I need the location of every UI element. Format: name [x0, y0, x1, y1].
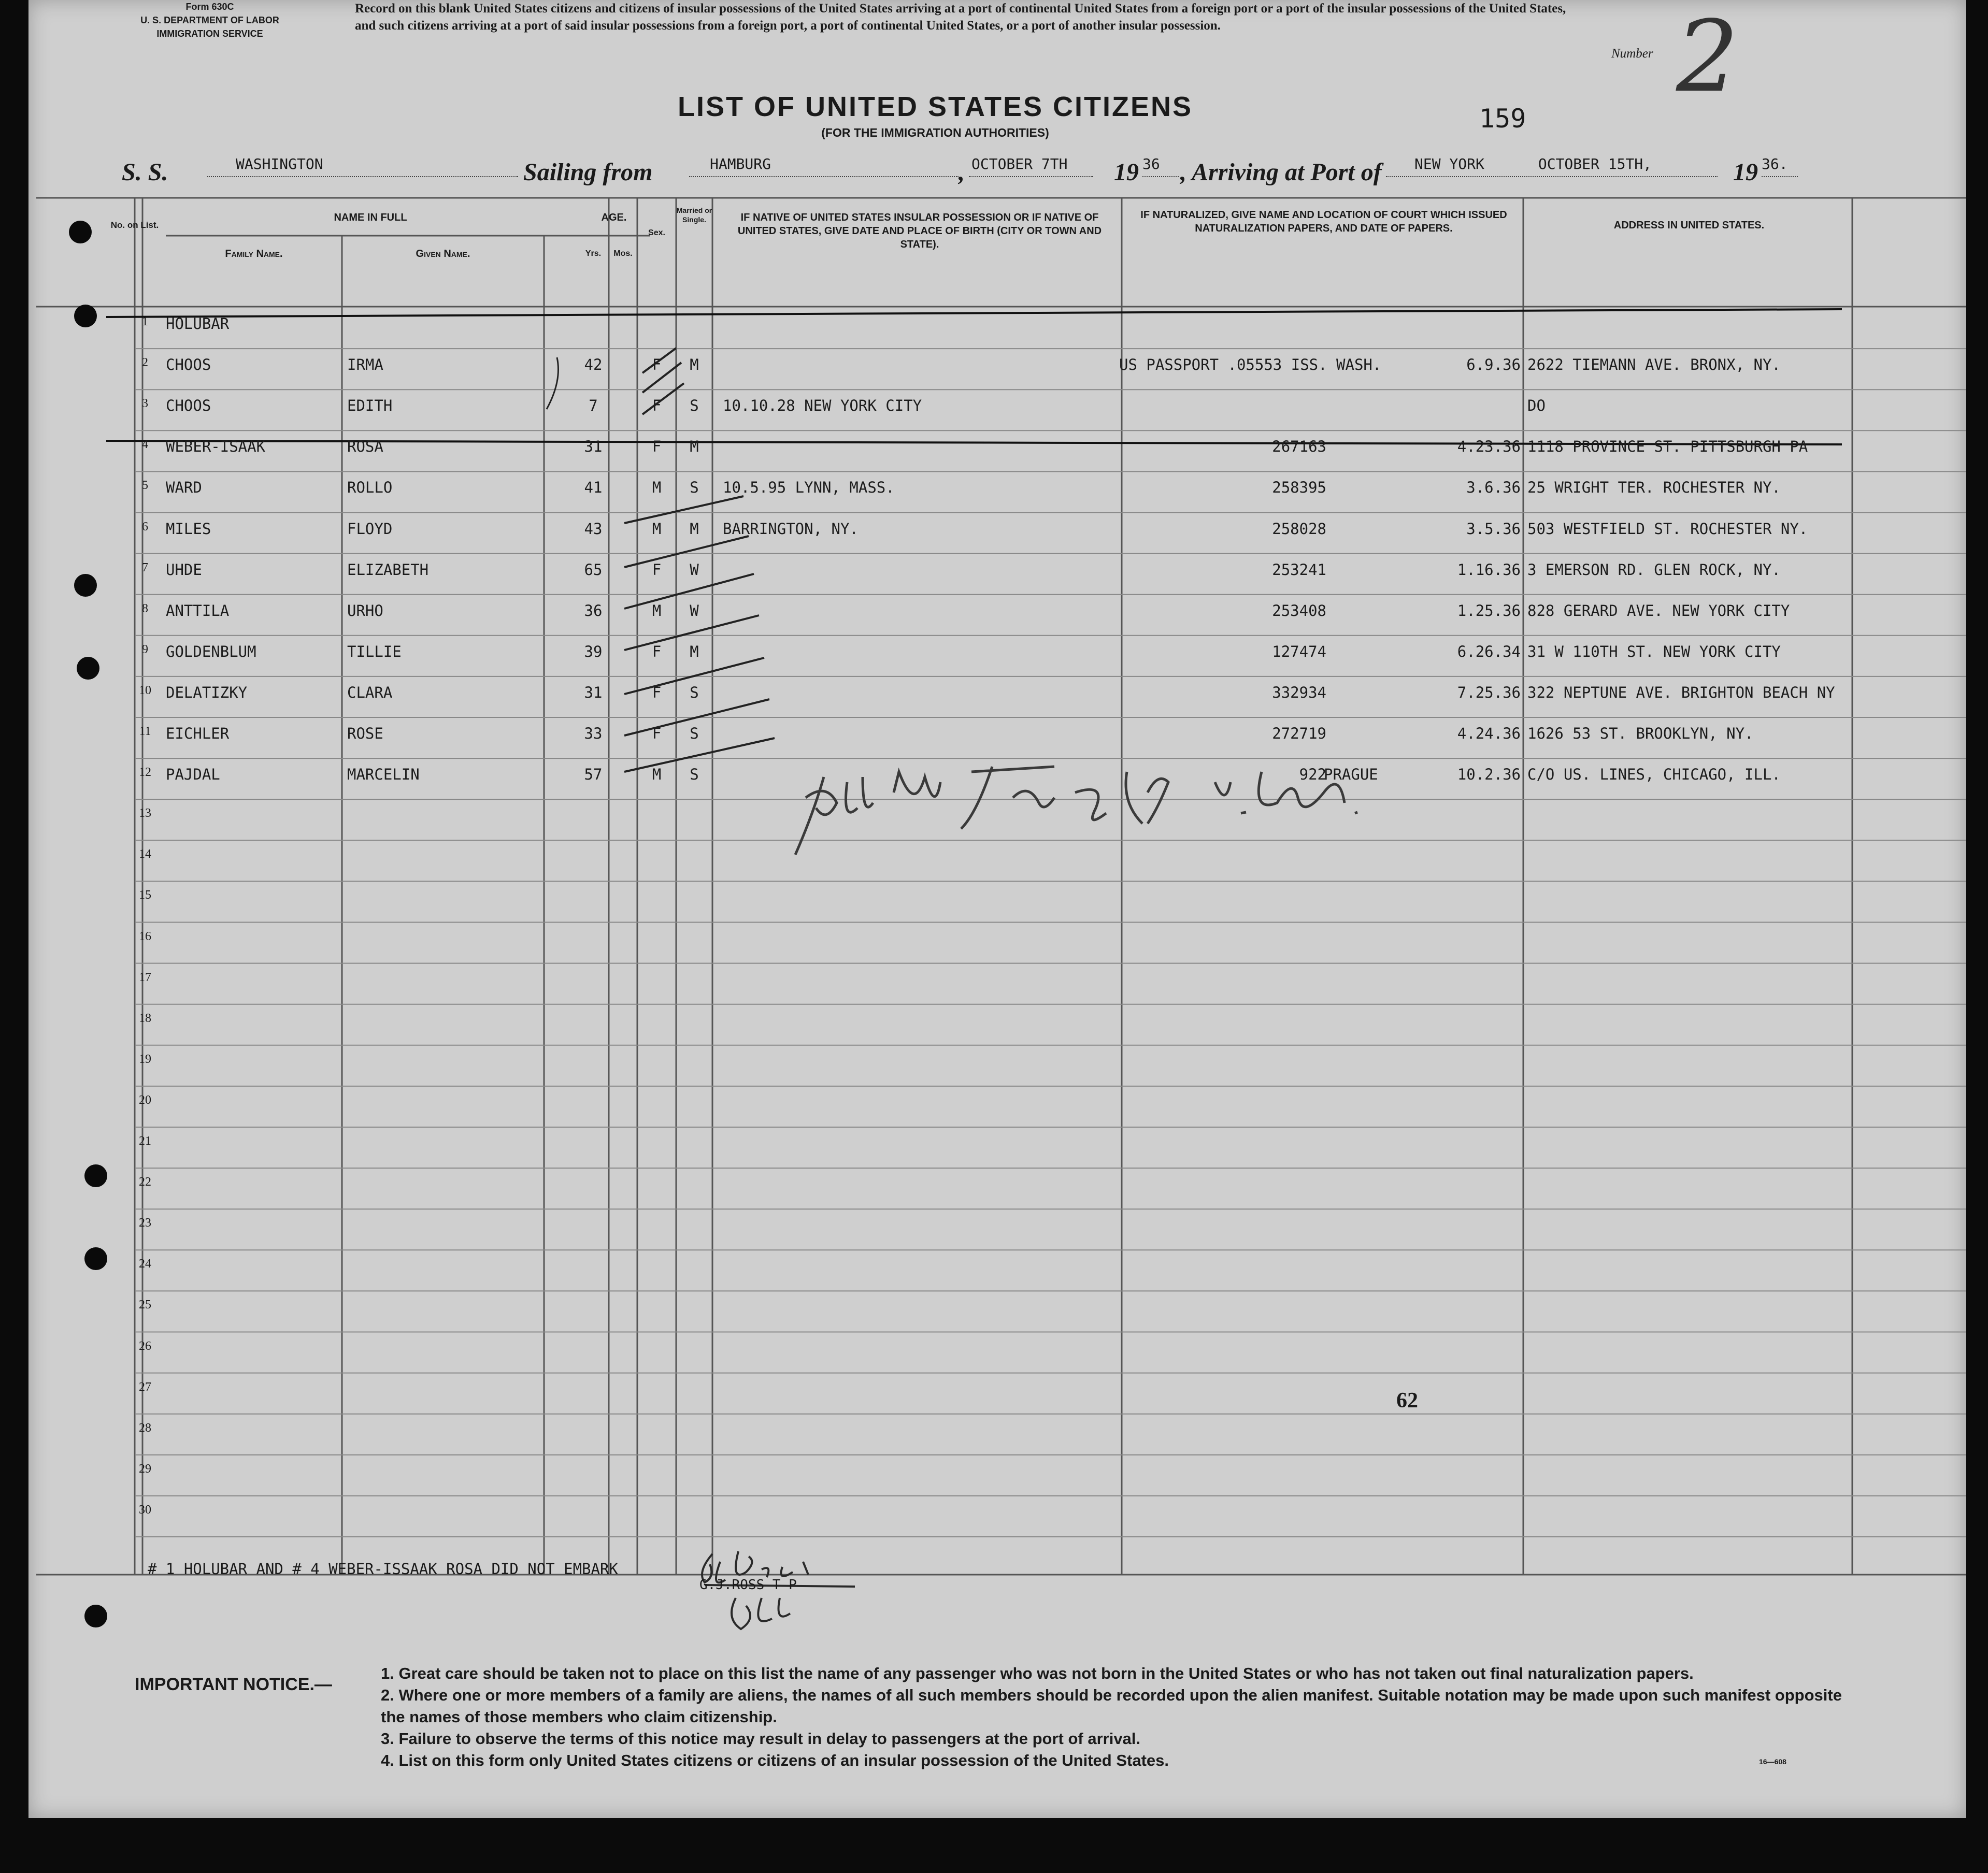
- header-birth: IF NATIVE OF UNITED STATES INSULAR POSSESSION OR IF NATIVE OF UNITED STATES, GIVE DATE AND PLACE OF BIRTH (CITY OR TOWN AND STATE).: [737, 212, 1102, 250]
- row-number: 16: [139, 929, 151, 943]
- cell-nat-loc: PRAGUE: [1324, 766, 1378, 784]
- cell-family: GOLDENBLUM: [166, 642, 256, 660]
- cell-yrs: 33: [584, 725, 603, 742]
- cell-yrs: 57: [584, 766, 603, 784]
- sailing-date: OCTOBER 7TH: [971, 155, 1068, 172]
- cell-given: EDITH: [347, 397, 393, 415]
- cell-family: EICHLER: [166, 725, 230, 742]
- cell-ms: M: [690, 642, 699, 660]
- cell-ms: S: [690, 479, 699, 497]
- row-number: 21: [139, 1134, 151, 1148]
- header-given-name: Given Name.: [416, 248, 470, 260]
- cell-given: ROSE: [347, 725, 383, 742]
- notice-item-3: 3. Failure to observe the terms of this notice may result in delay to passengers at the port of arrival.: [381, 1730, 1141, 1748]
- arrival-year-prefix: 19: [1733, 159, 1758, 186]
- row-number: 11: [139, 725, 151, 738]
- cell-sex: M: [652, 601, 662, 619]
- cell-yrs: 7: [589, 397, 598, 415]
- cell-yrs: 31: [584, 683, 603, 701]
- row-number: 3: [142, 397, 148, 411]
- notice-list: [135, 1663, 1860, 1771]
- cell-yrs: 43: [584, 520, 603, 538]
- cell-given: ROLLO: [347, 479, 393, 497]
- cell-nat-num: 272719: [1272, 725, 1326, 742]
- page-subtitle: (FOR THE IMMIGRATION AUTHORITIES): [821, 126, 1049, 139]
- row-number: 22: [139, 1175, 151, 1189]
- cell-ms: M: [690, 520, 699, 538]
- row-number: 29: [139, 1462, 151, 1476]
- cell-nat-num: 253241: [1272, 560, 1326, 579]
- clerk-signature: [785, 751, 1407, 865]
- sheet-number: 159: [1479, 104, 1526, 134]
- form-code: 16—608: [1759, 1757, 1786, 1766]
- cell-yrs: 36: [584, 601, 603, 619]
- row-number: 30: [139, 1503, 151, 1517]
- row-number: 17: [139, 970, 151, 984]
- service: IMMIGRATION SERVICE: [156, 28, 263, 39]
- cell-birth: 10.5.95 LYNN, MASS.: [723, 479, 895, 497]
- arrival-port: NEW YORK: [1414, 155, 1484, 172]
- notice-title: IMPORTANT NOTICE.—: [135, 1675, 332, 1694]
- cell-family: CHOOS: [166, 356, 211, 374]
- row-number: 2: [142, 356, 148, 370]
- cell-nat-date: 1.16.36: [1457, 560, 1521, 579]
- row-number: 27: [139, 1380, 151, 1394]
- row-number: 12: [139, 766, 151, 780]
- footnote: # 1 HOLUBAR AND # 4 WEBER-ISSAAK ROSA DID NOT EMBARK: [148, 1560, 618, 1578]
- row-number: 13: [139, 806, 151, 820]
- cell-sex: F: [652, 725, 662, 742]
- header-mos: Mos.: [613, 249, 633, 258]
- cell-given: ELIZABETH: [347, 560, 429, 579]
- cell-ms: S: [690, 683, 699, 701]
- cell-family: UHDE: [166, 560, 202, 579]
- row-number: 1: [142, 315, 148, 328]
- header-address: ADDRESS IN UNITED STATES.: [1613, 220, 1765, 231]
- row-number: 20: [139, 1093, 151, 1107]
- header-family-name: Family Name.: [225, 248, 283, 260]
- cell-nat-date: 10.2.36: [1457, 766, 1521, 784]
- cell-address: 503 WESTFIELD ST. ROCHESTER NY.: [1527, 520, 1808, 538]
- cell-sex: M: [652, 766, 662, 784]
- cell-address: 1626 53 ST. BROOKLYN, NY.: [1527, 725, 1754, 742]
- arrival-year: 36.: [1762, 155, 1788, 172]
- passenger-table: [28, 0, 1966, 1818]
- sailing-year-prefix: 19: [1114, 159, 1139, 186]
- cell-address: C/O US. LINES, CHICAGO, ILL.: [1527, 766, 1781, 784]
- sailing-label: Sailing from: [523, 159, 653, 186]
- row-number: 15: [139, 888, 151, 902]
- row-number: 10: [139, 683, 151, 697]
- cell-nat-date: 3.5.36: [1466, 520, 1521, 538]
- row-number: 4: [142, 438, 148, 452]
- cell-ms: M: [690, 438, 699, 456]
- cell-family: HOLUBAR: [166, 315, 230, 333]
- row-number: 24: [139, 1257, 151, 1271]
- row-number: 23: [139, 1216, 151, 1230]
- row-number: 25: [139, 1298, 151, 1312]
- ship-name: WASHINGTON: [236, 155, 323, 172]
- row-number: 6: [142, 520, 148, 534]
- cell-nat-num: 258395: [1272, 479, 1326, 497]
- form-number: Form 630C: [185, 2, 234, 12]
- cell-address: 25 WRIGHT TER. ROCHESTER NY.: [1527, 479, 1781, 497]
- number-value: 2: [1676, 0, 1739, 114]
- cell-ms: S: [690, 766, 699, 784]
- cell-given: IRMA: [347, 356, 383, 374]
- page-title: LIST OF UNITED STATES CITIZENS: [678, 91, 1193, 122]
- cell-family: MILES: [166, 520, 211, 538]
- cell-nat-num: 253408: [1272, 601, 1326, 619]
- header-name-in-full: NAME IN FULL: [334, 212, 407, 223]
- header-yrs: Yrs.: [585, 249, 602, 258]
- cell-nat-num: 267163: [1272, 438, 1326, 456]
- cell-sex: F: [652, 438, 662, 456]
- cell-sex: F: [652, 560, 662, 579]
- row-number: 8: [142, 601, 148, 615]
- record-note: Record on this blank United States citizens and citizens of insular possessions of the United States arriving at a port of continental United States from a foreign port or a port of the insular possessions of the United States, and such citizens arriving at a port of said insular possessions from a foreign port, a port of continental United States, or a port of another insular possession.: [355, 2, 1566, 33]
- signature-name: G.J.ROSS T P: [699, 1577, 797, 1593]
- cell-nat-date: 1.25.36: [1457, 601, 1521, 619]
- cell-birth: 10.10.28 NEW YORK CITY: [723, 397, 922, 415]
- cell-sex: F: [652, 397, 662, 415]
- cell-address: 1118 PROVINCE ST. PITTSBURGH PA: [1527, 438, 1808, 456]
- row-number: 5: [142, 479, 148, 493]
- cell-address: DO: [1527, 397, 1546, 415]
- cell-nat-date: 6.9.36: [1466, 356, 1521, 374]
- cell-nat-num: US PASSPORT .05553 ISS. WASH.: [1119, 356, 1382, 374]
- cell-nat-num: 127474: [1272, 642, 1326, 660]
- cell-birth: BARRINGTON, NY.: [723, 520, 859, 538]
- cell-family: WARD: [166, 479, 202, 497]
- row-number: 19: [139, 1052, 151, 1066]
- cell-nat-date: 4.23.36: [1457, 438, 1521, 456]
- cell-family: PAJDAL: [166, 766, 220, 784]
- header-sex: Sex.: [648, 228, 665, 237]
- notice-item-1: 1. Great care should be taken not to place on this list the name of any passenger who was not born in the United States or who has not taken out final naturalization papers.: [381, 1664, 1694, 1682]
- cell-sex: M: [652, 479, 662, 497]
- cell-yrs: 41: [584, 479, 603, 497]
- cell-yrs: 42: [584, 356, 603, 374]
- sailing-port: HAMBURG: [710, 155, 771, 172]
- notice-item-4: 4. List on this form only United States citizens or citizens of an insular possession of the United States.: [381, 1751, 1169, 1769]
- page-number: 62: [1396, 1389, 1418, 1413]
- cell-nat-num: 922: [1299, 766, 1326, 784]
- cell-nat-date: 3.6.36: [1466, 479, 1521, 497]
- row-number: 18: [139, 1011, 151, 1025]
- cell-nat-date: 7.25.36: [1457, 683, 1521, 701]
- cell-ms: W: [690, 560, 699, 579]
- row-number: 14: [139, 847, 151, 861]
- cell-nat-num: 332934: [1272, 683, 1326, 701]
- arriving-label: Arriving at Port of: [1192, 159, 1382, 186]
- cell-address: 322 NEPTUNE AVE. BRIGHTON BEACH NY: [1527, 683, 1835, 701]
- cell-family: ANTTILA: [166, 601, 230, 619]
- arrival-date: OCTOBER 15TH,: [1538, 155, 1652, 172]
- cell-ms: S: [690, 397, 699, 415]
- cell-nat-date: 6.26.34: [1457, 642, 1521, 660]
- header-married-single: Married or Single.: [676, 206, 712, 224]
- cell-given: MARCELIN: [347, 766, 420, 784]
- cell-family: WEBER-ISAAK: [166, 438, 266, 456]
- cell-yrs: 31: [584, 438, 603, 456]
- cell-family: CHOOS: [166, 397, 211, 415]
- ss-label: S. S.: [122, 159, 168, 186]
- cell-yrs: 39: [584, 642, 603, 660]
- manifest-page: Form 630C U. S. DEPARTMENT OF LABOR IMMIGRATION SERVICE Record on this blank United States citizens and citizens of insular possessions of the United States arriving at a port of continental United States from a foreign port or a port of the insular possessions of the United States, and such citizens arriving at a port of said insular possessions from a foreign port, a port of continental United States, or a port of another insular possession. Number 2 159 LIST OF UNITED STATES CITIZENS (FOR THE IMMIGRATION AUTHORITIES) S. S. WASHINGTON Sailing from HAMBURG , OCTOBER 7TH 19 36 , Arriving at Port of NEW YORK OCTOBER 15TH, 19 36. No. on List. NAME IN FULL Family Name. Given Name. AGE. Yrs. Mos. Sex. Married or Single. IF NATIVE OF UNITED STATES INSULAR POSSESSION OR IF NATIVE OF UNITED STATES, GIVE DATE AND PLACE OF BIRTH (CITY OR TOWN AND STATE). IF NATURALIZED, GIVE NAME AND LOCATION OF COURT WHICH ISSUED NATURALIZATION PAPERS, AND DATE OF PAPERS. ADDRESS IN UNITED STATES. 1 HOLUBAR 2 CHOOS IRMA 42 F M US PASSPORT .05553 ISS. WASH. 6.9.36 2622 TIEMANN AVE. BRONX, NY. 3 CHOOS EDITH 7 F S 10.10.28 NEW YORK CITY DO 4 WEBER-ISAAK ROSA 31 F M 267163 4.23.36 1118 PROVINCE ST. PITTSBURGH PA 5 WARD ROLLO 41 M S 10.5.95 LYNN, MASS. 258395 3.6.36 25 WRIGHT TER. ROCHESTER NY. 6 MILES FLOYD 43 M M BARRINGTON, NY. 258028 3.5.36 503 WESTFIELD ST. ROCHESTER NY. 7 UHDE ELIZABETH 65 F W 253241 1.16.36 3 EMERSON RD. GLEN ROCK, NY. 8 ANTTILA URHO 36 M W 253408 1.25.36 828 GERARD AVE. NEW YORK CITY 9 GOLDENBLUM TILLIE 39 F M 127474 6.26.34 31 W 110TH ST. NEW YORK CITY 10 DELATIZKY CLARA 31 F S 332934 7.25.36 322 NEPTUNE AVE. BRIGHTON BEACH NY 11 EICHLER ROSE 33 F S 272719 4.24.36 1626 53 ST. BROOKLYN, NY. 12 PAJDAL MARCELIN 57 M S 922 PRAGUE 10.2.36 C/O US. LINES, CHICAGO, ILL. 13 14 15 16 17 18 19 20 21 22 23 24 25 26 27 28 29 30 62 # 1 HOLUBAR AND # 4 WEBER-ISSAAK ROSA DID NOT EMBARK G.J.ROSS T P IMPORTANT NOTICE.— 1. Great care should be taken not to place on this list the name of any passenger who was not born in the United States or who has not taken out final naturalization papers. 2. Where one or more members of a family are aliens, the names of all such members should be recorded upon the alien manifest. Suitable notation may be made upon such manifest opposite the names of those members who claim citizenship. 3. Failure to observe the terms of this notice may result in delay to passengers at the port of arrival. 4. List on this form only United States citizens or citizens of an insular possession of the United States. 16—608: [28, 0, 1966, 1818]
- cell-yrs: 65: [584, 560, 603, 579]
- department: U. S. DEPARTMENT OF LABOR: [140, 15, 279, 25]
- cell-sex: F: [652, 683, 662, 701]
- cell-given: ROSA: [347, 438, 383, 456]
- cell-ms: S: [690, 725, 699, 742]
- notice-item-2: 2. Where one or more members of a family are aliens, the names of all such members should be recorded upon the alien manifest. Suitable notation may be made upon such manifest opposite the names of those members who claim citizenship.: [381, 1686, 1842, 1726]
- cell-given: TILLIE: [347, 642, 402, 660]
- header-no-on-list: No. on List.: [110, 220, 159, 230]
- cell-sex: F: [652, 642, 662, 660]
- cell-given: CLARA: [347, 683, 393, 701]
- row-number: 9: [142, 642, 148, 656]
- number-label: Number: [1611, 47, 1653, 61]
- row-number: 28: [139, 1421, 151, 1435]
- cell-nat-num: 258028: [1272, 520, 1326, 538]
- header-naturalized: IF NATURALIZED, GIVE NAME AND LOCATION OF COURT WHICH ISSUED NATURALIZATION PAPERS, AND DATE OF PAPERS.: [1140, 209, 1507, 234]
- cell-given: FLOYD: [347, 520, 393, 538]
- cell-family: DELATIZKY: [166, 683, 248, 701]
- cell-address: 3 EMERSON RD. GLEN ROCK, NY.: [1527, 560, 1781, 579]
- cell-address: 828 GERARD AVE. NEW YORK CITY: [1527, 601, 1790, 619]
- cell-nat-date: 4.24.36: [1457, 725, 1521, 742]
- row-number: 7: [142, 560, 148, 574]
- cell-ms: W: [690, 601, 699, 619]
- cell-address: 2622 TIEMANN AVE. BRONX, NY.: [1527, 356, 1781, 374]
- row-number: 26: [139, 1339, 151, 1353]
- cell-sex: F: [652, 356, 662, 374]
- cell-given: URHO: [347, 601, 383, 619]
- cell-ms: M: [690, 356, 699, 374]
- cell-address: 31 W 110TH ST. NEW YORK CITY: [1527, 642, 1781, 660]
- cell-sex: M: [652, 520, 662, 538]
- header-age: AGE.: [601, 212, 627, 223]
- sailing-year: 36: [1142, 155, 1160, 172]
